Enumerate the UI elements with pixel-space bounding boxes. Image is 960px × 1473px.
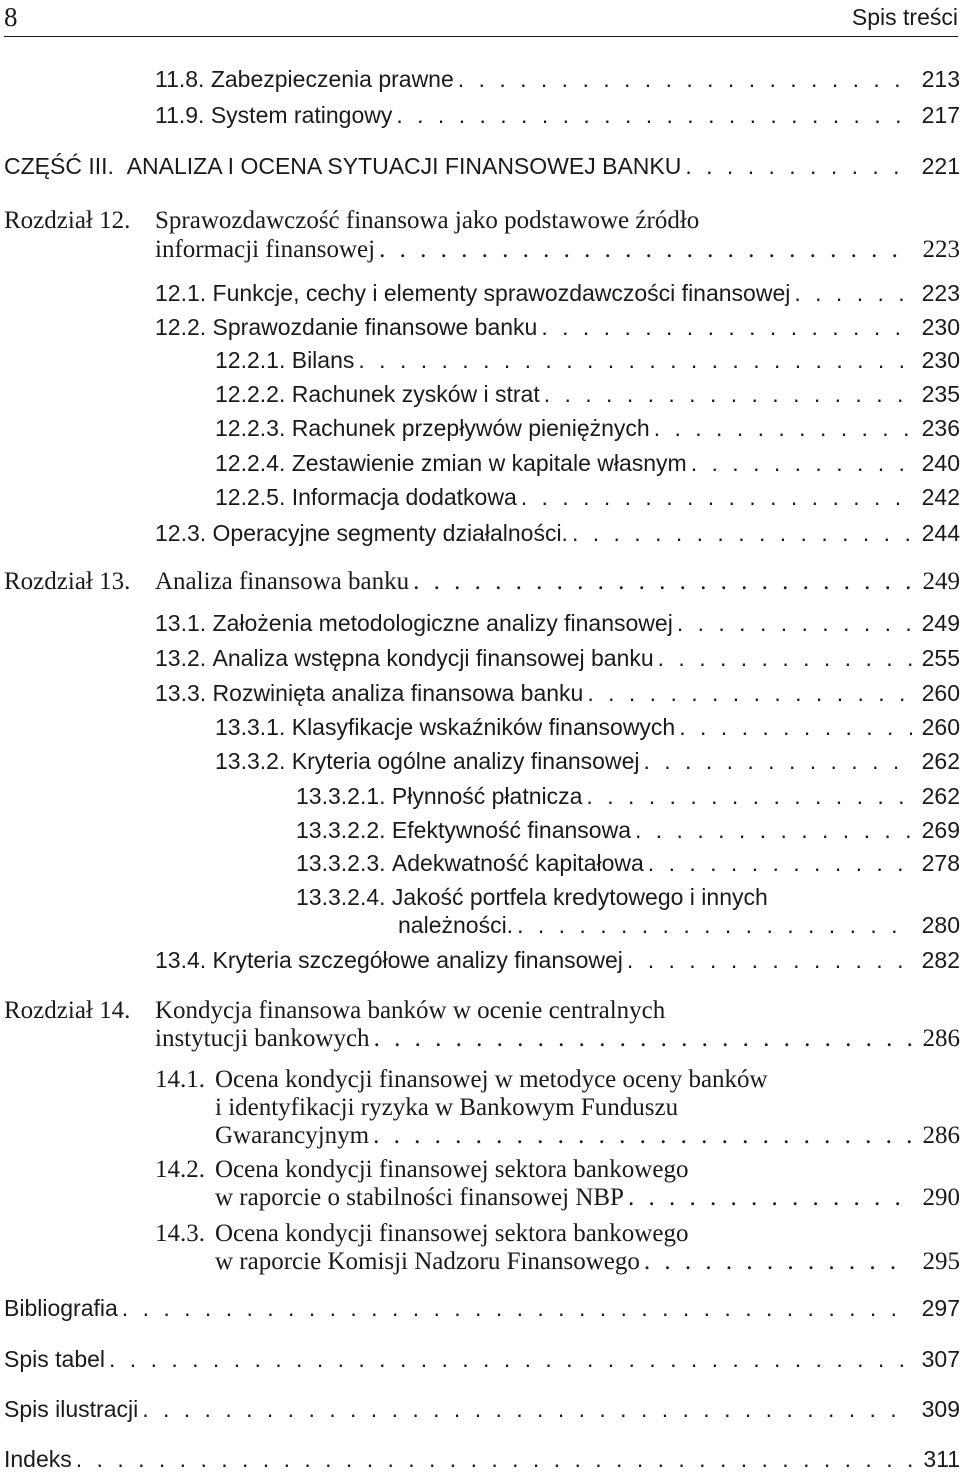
leader-dots bbox=[517, 912, 912, 939]
entry-title: Bibliografia bbox=[4, 1295, 118, 1321]
leader-dots bbox=[76, 1446, 912, 1473]
entry-number: 13.3.2.2. bbox=[296, 817, 386, 843]
leader-dots bbox=[521, 484, 912, 511]
page-header bbox=[4, 0, 958, 37]
entry-number: 13.3.2.4. bbox=[296, 884, 386, 910]
entry-number: 13.2. bbox=[155, 645, 207, 671]
entry-title: Zabezpieczenia prawne bbox=[210, 66, 454, 92]
entry-number: 13.3.2.3. bbox=[296, 850, 386, 876]
leader-dots bbox=[677, 610, 912, 637]
entry-number: 11.9. bbox=[155, 102, 205, 128]
leader-dots bbox=[628, 1184, 912, 1212]
entry-title: Rachunek zysków i strat bbox=[291, 381, 540, 407]
leader-dots bbox=[648, 850, 912, 877]
entry-title-continued: instytucji bankowych bbox=[155, 1025, 370, 1052]
entry-page: 311 bbox=[923, 1446, 960, 1472]
entry-number: 14.3. bbox=[155, 1220, 205, 1247]
entry-number: 12.2.3. bbox=[215, 415, 286, 441]
entry-number: 13.3.1. bbox=[215, 714, 286, 740]
entry-title: Operacyjne segmenty działalności. bbox=[212, 520, 568, 546]
entry-number: CZĘŚĆ III. bbox=[4, 153, 114, 179]
entry-number: 12.2.2. bbox=[215, 381, 286, 407]
entry-title: Spis tabel bbox=[4, 1346, 106, 1372]
entry-page: 223 bbox=[922, 236, 960, 263]
entry-title-continued: w raporcie Komisji Nadzoru Finansowego bbox=[215, 1248, 640, 1275]
entry-title: Sprawozdanie finansowe banku bbox=[212, 314, 538, 340]
entry-title-continued: Gwarancyjnym bbox=[215, 1122, 370, 1149]
entry-page: 242 bbox=[921, 484, 960, 510]
entry-page: 240 bbox=[921, 450, 960, 476]
entry-title: Kryteria szczegółowe analizy finansowej bbox=[212, 947, 623, 973]
leader-dots bbox=[109, 1346, 912, 1373]
entry-number: Rozdział 14. bbox=[4, 997, 131, 1024]
running-head: Spis treści bbox=[851, 4, 958, 30]
entry-number: 12.2.5. bbox=[215, 484, 286, 510]
entry-title: Indeks bbox=[4, 1446, 72, 1472]
toc-entry[interactable] bbox=[296, 884, 960, 911]
entry-title-continued: należności. bbox=[398, 912, 514, 938]
leader-dots bbox=[627, 947, 912, 974]
leader-dots bbox=[794, 280, 912, 307]
entry-page: 255 bbox=[921, 645, 960, 671]
leader-dots bbox=[644, 1248, 912, 1276]
leader-dots bbox=[654, 415, 912, 442]
entry-page: 286 bbox=[922, 1122, 960, 1149]
entry-page: 278 bbox=[921, 850, 960, 876]
entry-title: System ratingowy bbox=[210, 102, 393, 128]
entry-number: 11.8. bbox=[155, 66, 205, 92]
entry-title-continued: w raporcie o stabilności finansowej NBP bbox=[215, 1184, 624, 1211]
leader-dots bbox=[685, 153, 912, 180]
entry-title: Kondycja finansowa banków w ocenie centralnych bbox=[155, 997, 666, 1024]
entry-title: Informacja dodatkowa bbox=[291, 484, 517, 510]
leader-dots bbox=[544, 381, 912, 408]
entry-number: 13.3.2. bbox=[215, 748, 286, 774]
entry-number: 12.2.1. bbox=[215, 347, 286, 373]
entry-title: Założenia metodologiczne analizy finansowej bbox=[212, 610, 673, 636]
entry-number: 13.4. bbox=[155, 947, 207, 973]
entry-title: Bilans bbox=[291, 347, 355, 373]
entry-page: 223 bbox=[921, 280, 960, 306]
entry-page: 280 bbox=[921, 912, 960, 938]
leader-dots bbox=[586, 783, 912, 810]
leader-dots bbox=[413, 568, 912, 596]
leader-dots bbox=[658, 645, 912, 672]
entry-page: 286 bbox=[922, 1025, 960, 1052]
entry-title: Analiza finansowa banku bbox=[155, 568, 410, 595]
entry-number: 12.2. bbox=[155, 314, 207, 340]
entry-title: Adekwatność kapitałowa bbox=[391, 850, 644, 876]
entry-title-continued: i identyfikacji ryzyka w Bankowym Funduszu bbox=[215, 1094, 679, 1121]
leader-dots bbox=[396, 102, 912, 129]
entry-page: 282 bbox=[921, 947, 960, 973]
toc-entry-continuation bbox=[215, 1094, 960, 1122]
entry-title: Ocena kondycji finansowej w metodyce oceny banków bbox=[215, 1066, 768, 1093]
entry-number: 12.1. bbox=[155, 280, 207, 306]
entry-page: 295 bbox=[922, 1248, 960, 1275]
leader-dots bbox=[679, 714, 912, 741]
entry-title: Ocena kondycji finansowej sektora bankowego bbox=[215, 1220, 689, 1247]
entry-number: 14.1. bbox=[155, 1066, 205, 1093]
entry-page: 269 bbox=[921, 817, 960, 843]
entry-number: 13.3.2.1. bbox=[296, 783, 386, 809]
entry-title: Sprawozdawczość finansowa jako podstawowe źródło bbox=[155, 207, 700, 234]
entry-number: Rozdział 13. bbox=[4, 568, 131, 595]
entry-page: 297 bbox=[921, 1295, 960, 1321]
leader-dots bbox=[635, 817, 912, 844]
leader-dots bbox=[379, 236, 912, 264]
entry-page: 230 bbox=[921, 347, 960, 373]
entry-page: 262 bbox=[921, 783, 960, 809]
leader-dots bbox=[374, 1025, 912, 1053]
entry-number: 12.2.4. bbox=[215, 450, 286, 476]
entry-number: 12.3. bbox=[155, 520, 207, 546]
leader-dots bbox=[458, 66, 912, 93]
entry-title-continued: informacji finansowej bbox=[155, 236, 376, 263]
entry-title: Klasyfikacje wskaźników finansowych bbox=[291, 714, 676, 740]
entry-page: 249 bbox=[922, 568, 960, 595]
leader-dots bbox=[373, 1122, 912, 1150]
entry-page: 213 bbox=[921, 66, 960, 92]
entry-page: 309 bbox=[921, 1396, 960, 1422]
leader-dots bbox=[541, 314, 912, 341]
entry-title: Kryteria ogólne analizy finansowej bbox=[291, 748, 640, 774]
entry-page: 244 bbox=[921, 520, 960, 546]
entry-page: 290 bbox=[922, 1184, 960, 1211]
leader-dots bbox=[142, 1396, 912, 1423]
entry-page: 249 bbox=[921, 610, 960, 636]
leader-dots bbox=[587, 680, 912, 707]
leader-dots bbox=[691, 450, 912, 477]
entry-page: 230 bbox=[921, 314, 960, 340]
entry-page: 260 bbox=[921, 714, 960, 740]
leader-dots bbox=[644, 748, 913, 775]
entry-title: Zestawienie zmian w kapitale własnym bbox=[291, 450, 687, 476]
entry-page: 235 bbox=[921, 381, 960, 407]
page-number: 8 bbox=[4, 2, 18, 32]
entry-title: Efektywność finansowa bbox=[391, 817, 631, 843]
entry-title: Płynność płatnicza bbox=[391, 783, 583, 809]
entry-title: Spis ilustracji bbox=[4, 1396, 139, 1422]
entry-number: Rozdział 12. bbox=[4, 207, 131, 234]
entry-number: 13.1. bbox=[155, 610, 207, 636]
entry-title: Analiza wstępna kondycji finansowej banku bbox=[212, 645, 654, 671]
entry-title: Rozwinięta analiza finansowa banku bbox=[212, 680, 584, 706]
leader-dots bbox=[358, 347, 912, 374]
entry-page: 307 bbox=[921, 1346, 960, 1372]
entry-title: Funkcje, cechy i elementy sprawozdawczości finansowej bbox=[212, 280, 791, 306]
entry-title: ANALIZA I OCENA SYTUACJI FINANSOWEJ BANKU bbox=[126, 153, 682, 179]
entry-title: Ocena kondycji finansowej sektora bankowego bbox=[215, 1156, 689, 1183]
entry-title: Rachunek przepływów pieniężnych bbox=[291, 415, 650, 441]
entry-page: 221 bbox=[921, 153, 960, 179]
entry-page: 260 bbox=[921, 680, 960, 706]
entry-number: 14.2. bbox=[155, 1156, 205, 1183]
entry-number: 13.3. bbox=[155, 680, 207, 706]
entry-page: 217 bbox=[921, 102, 960, 128]
leader-dots bbox=[122, 1295, 912, 1322]
entry-title: Jakość portfela kredytowego i innych bbox=[391, 884, 768, 910]
entry-page: 236 bbox=[921, 415, 960, 441]
leader-dots bbox=[572, 520, 912, 547]
entry-page: 262 bbox=[921, 748, 960, 774]
